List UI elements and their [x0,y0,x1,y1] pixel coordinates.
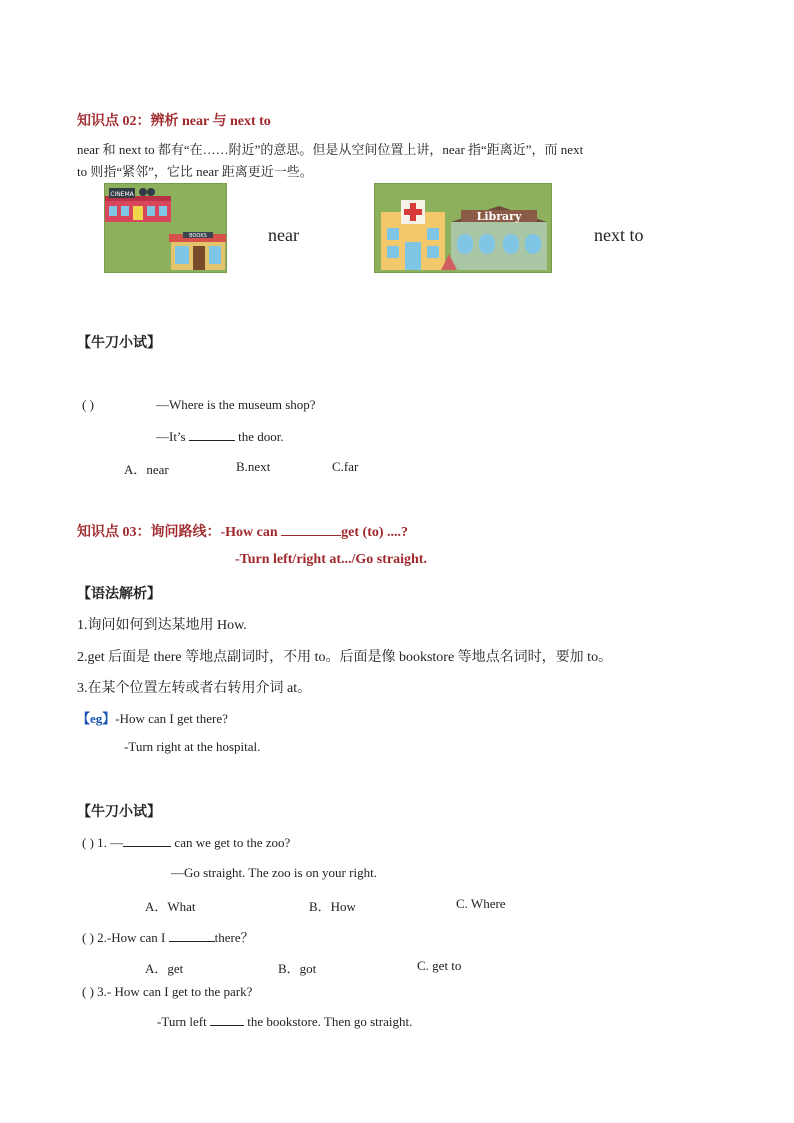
q1-option-a[interactable]: A．What [145,899,196,914]
practice1-answer-line [156,428,284,445]
kp03-title-line2: -Turn left/right at.../Go straight. [235,552,427,567]
q3-answer-line [157,1013,412,1030]
practice1-option-a[interactable]: A．near [124,462,169,477]
practice1-option-c[interactable]: C.far [332,459,359,474]
q3-answer-prefix: -Turn left [157,1014,207,1029]
grammar-rule-1: 1.询问如何到达某地用 How. [77,618,247,633]
practice1-question: —Where is the museum shop? [156,397,316,412]
example-question-line [77,708,228,727]
q2-option-a[interactable]: A．get [145,961,184,976]
q1-answer: —Go straight. The zoo is on your right. [171,865,377,880]
q2-option-c[interactable]: C. get to [417,958,462,973]
next-to-label: next to [594,225,644,245]
q3-answer-suffix: the bookstore. Then go straight. [247,1014,413,1029]
grammar-rule-2: 2.get 后面是 there 等地点副词时，不用 to。后面是像 bookstore 等地点名词时，要加 to。 [77,650,613,665]
practice1-answer-prefix: —It’s [156,429,186,444]
kp02-text-line1: near 和 next to 都有“在……附近”的意思。但是从空间位置上讲，near 指“距离近”，而 next [77,142,584,157]
practice1-blank[interactable] [189,428,235,441]
cinema-sign: CINEMA [110,191,134,198]
near-illustration [104,183,227,273]
practice1-heading: 【牛刀小试】 [77,336,161,351]
kp03-title-blank [281,523,341,536]
kp03-title-question-prefix: -How can [220,525,278,540]
library-sign: Library [476,210,522,223]
q2-option-b[interactable]: B．got [278,961,317,976]
near-label: near [268,225,299,245]
q1-option-b[interactable]: B．How [309,899,356,914]
kp02-title: 知识点 02：辨析 near 与 next to [77,114,271,129]
q3-line: ( ) 3.- How can I get to the park? [82,984,253,999]
q1-line [82,834,290,851]
q2-blank[interactable] [169,929,215,942]
eg-question: -How can I get there? [115,711,228,726]
practice1-answer-paren: ( ) [82,397,94,412]
kp03-title [77,521,408,541]
next-to-illustration [374,183,552,273]
q1-blank[interactable] [123,834,171,847]
grammar-rule-3: 3.在某个位置左转或者右转用介词 at。 [77,681,312,696]
q1-option-c[interactable]: C. Where [456,896,506,911]
q1-text: can we get to the zoo? [174,835,291,850]
grammar-heading: 【语法解析】 [77,587,161,602]
kp03-title-question-suffix: get (to) ....? [341,525,409,540]
eg-answer: -Turn right at the hospital. [124,739,261,754]
practice2-heading: 【牛刀小试】 [77,805,161,820]
q3-blank[interactable] [210,1013,244,1026]
practice1-answer-suffix: the door. [238,429,284,444]
kp02-text-line2: to 则指“紧邻”，它比 near 距离更近一些。 [77,164,313,179]
q2-paren: ( ) 2.-How can I [82,930,166,945]
eg-label: 【eg】 [77,711,116,726]
books-sign: BOOKS [189,233,207,239]
q2-line [82,927,254,946]
kp03-title-prefix: 知识点 03：询问路线： [77,525,221,540]
q1-paren: ( ) 1. — [82,835,124,850]
q2-text: there？ [214,930,254,945]
practice1-option-b[interactable]: B.next [236,459,271,474]
